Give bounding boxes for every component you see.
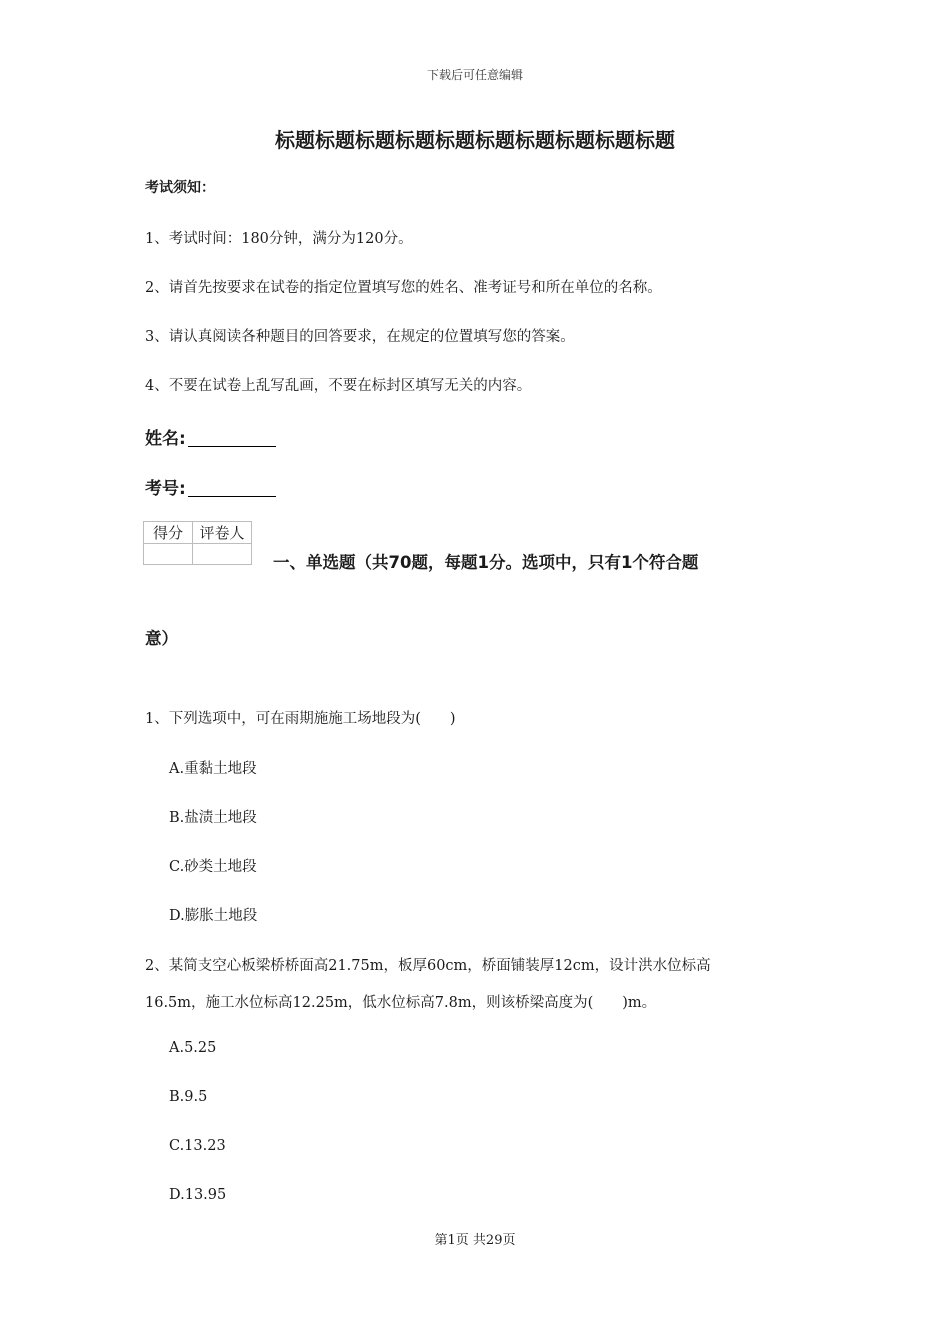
exam-id-blank[interactable] — [188, 478, 276, 497]
exam-id-label: 考号: — [145, 479, 186, 499]
name-field — [145, 424, 276, 449]
question-1-option-c: C.砂类土地段 — [169, 859, 257, 875]
notice-heading: 考试须知： — [145, 180, 215, 196]
name-blank[interactable] — [188, 428, 276, 447]
page-footer: 第1页 共29页 — [434, 1233, 516, 1248]
notice-item-1: 1、考试时间：180分钟，满分为120分。 — [145, 231, 413, 247]
notice-item-2: 2、请首先按要求在试卷的指定位置填写您的姓名、准考证号和所在单位的名称。 — [145, 280, 662, 296]
grader-header: 评卷人 — [193, 522, 252, 544]
question-1-option-d: D.膨胀土地段 — [169, 908, 258, 924]
question-1-option-b: B.盐渍土地段 — [169, 810, 257, 826]
score-cell[interactable] — [144, 544, 193, 565]
question-1: 1、下列选项中，可在雨期施施工场地段为( ) — [145, 711, 456, 727]
question-2-option-a: A.5.25 — [169, 1040, 217, 1056]
grader-cell[interactable] — [193, 544, 252, 565]
section-title-continued: 意） — [145, 629, 178, 648]
notice-item-3: 3、请认真阅读各种题目的回答要求，在规定的位置填写您的答案。 — [145, 329, 575, 345]
header-note: 下载后可任意编辑 — [426, 68, 523, 82]
score-table — [143, 521, 252, 565]
document-title: 标题标题标题标题标题标题标题标题标题标题 — [275, 128, 675, 152]
name-label: 姓名: — [145, 429, 186, 449]
question-2-line-2: 16.5m，施工水位标高12.25m，低水位标高7.8m，则该桥梁高度为( )m。 — [145, 995, 657, 1011]
section-title: 一、单选题（共70题，每题1分。选项中，只有1个符合题 — [273, 553, 699, 572]
notice-item-4: 4、不要在试卷上乱写乱画，不要在标封区填写无关的内容。 — [145, 378, 532, 394]
question-1-option-a: A.重黏土地段 — [169, 761, 257, 777]
question-2-option-b: B.9.5 — [169, 1089, 208, 1105]
question-2-option-d: D.13.95 — [169, 1187, 227, 1203]
score-header: 得分 — [144, 522, 193, 544]
question-2-line-1: 2、某简支空心板梁桥桥面高21.75m，板厚60cm，桥面铺装厚12cm，设计洪水位标高 — [145, 958, 711, 974]
exam-id-field — [145, 474, 276, 499]
question-2-option-c: C.13.23 — [169, 1138, 226, 1154]
